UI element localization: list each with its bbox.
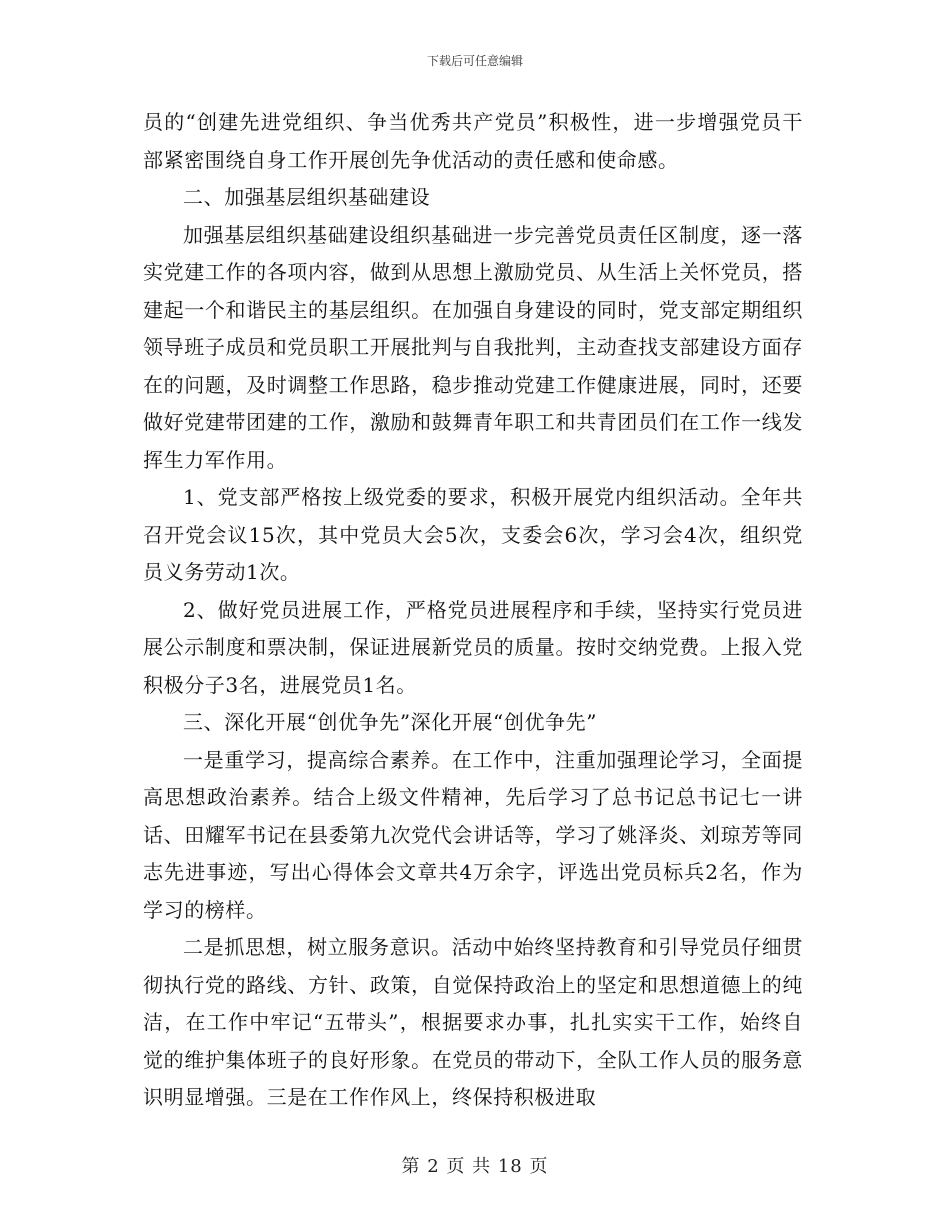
section-heading-3: 三、深化开展“创优争先”深化开展“创优争先”: [183, 710, 598, 734]
page-header-note: 下载后可任意编辑: [426, 54, 523, 68]
paragraph: 加强基层组织基础建设组织基础进一步完善党员责任区制度，逐一落实党建工作的各项内容，做到从思想上激励党员、从生活上关怀党员，搭建起一个和谐民主的基层组织。在加强自身建设的同时，党支部定期组织领导班子成员和党员职工开展批判与自我批判，主动查找支部建设方面存在的问题，及时调整工作思路，稳步推动党建工作健康进展，同时，还要做好党建带团建的工作，激励和鼓舞青年职工和共青团员们在工作一线发挥生力军作用。: [143, 222, 803, 472]
paragraph-item-1: 1、党支部严格按上级党委的要求，积极开展党内组织活动。全年共召开党会议15次，其中党员大会5次，支委会6次，学习会4次，组织党员义务劳动1次。: [143, 485, 803, 584]
paragraph: 一是重学习，提高综合素养。在工作中，注重加强理论学习，全面提高思想政治素养。结合上级文件精神，先后学习了总书记总书记七一讲话、田耀军书记在县委第九次党代会讲话等，学习了姚泽炎、刘琼芳等同志先进事迹，写出心得体会文章共4万余字，评选出党员标兵2名，作为学习的榜样。: [143, 747, 803, 922]
paragraph-item-2: 2、做好党员进展工作，严格党员进展程序和手续，坚持实行党员进展公示制度和票决制，保证进展新党员的质量。按时交纳党费。上报入党积极分子3名，进展党员1名。: [143, 597, 803, 697]
page-number: 第 2 页 共 18 页: [401, 1156, 549, 1177]
paragraph: 二是抓思想，树立服务意识。活动中始终坚持教育和引导党员仔细贯彻执行党的路线、方针、政策，自觉保持政治上的坚定和思想道德上的纯洁，在工作中牢记“五带头”，根据要求办事，扎扎实实干工作，始终自觉的维护集体班子的良好形象。在党员的带动下，全队工作人员的服务意识明显增强。三是在工作作风上，终保持积极进取: [143, 935, 803, 1109]
document-body: [143, 104, 803, 1117]
section-heading-2: 二、加强基层组织基础建设: [183, 185, 431, 209]
paragraph-continuation: 员的“创建先进党组织、争当优秀共产党员”积极性，进一步增强党员干部紧密围绕自身工作开展创先争优活动的责任感和使命感。: [143, 110, 803, 172]
